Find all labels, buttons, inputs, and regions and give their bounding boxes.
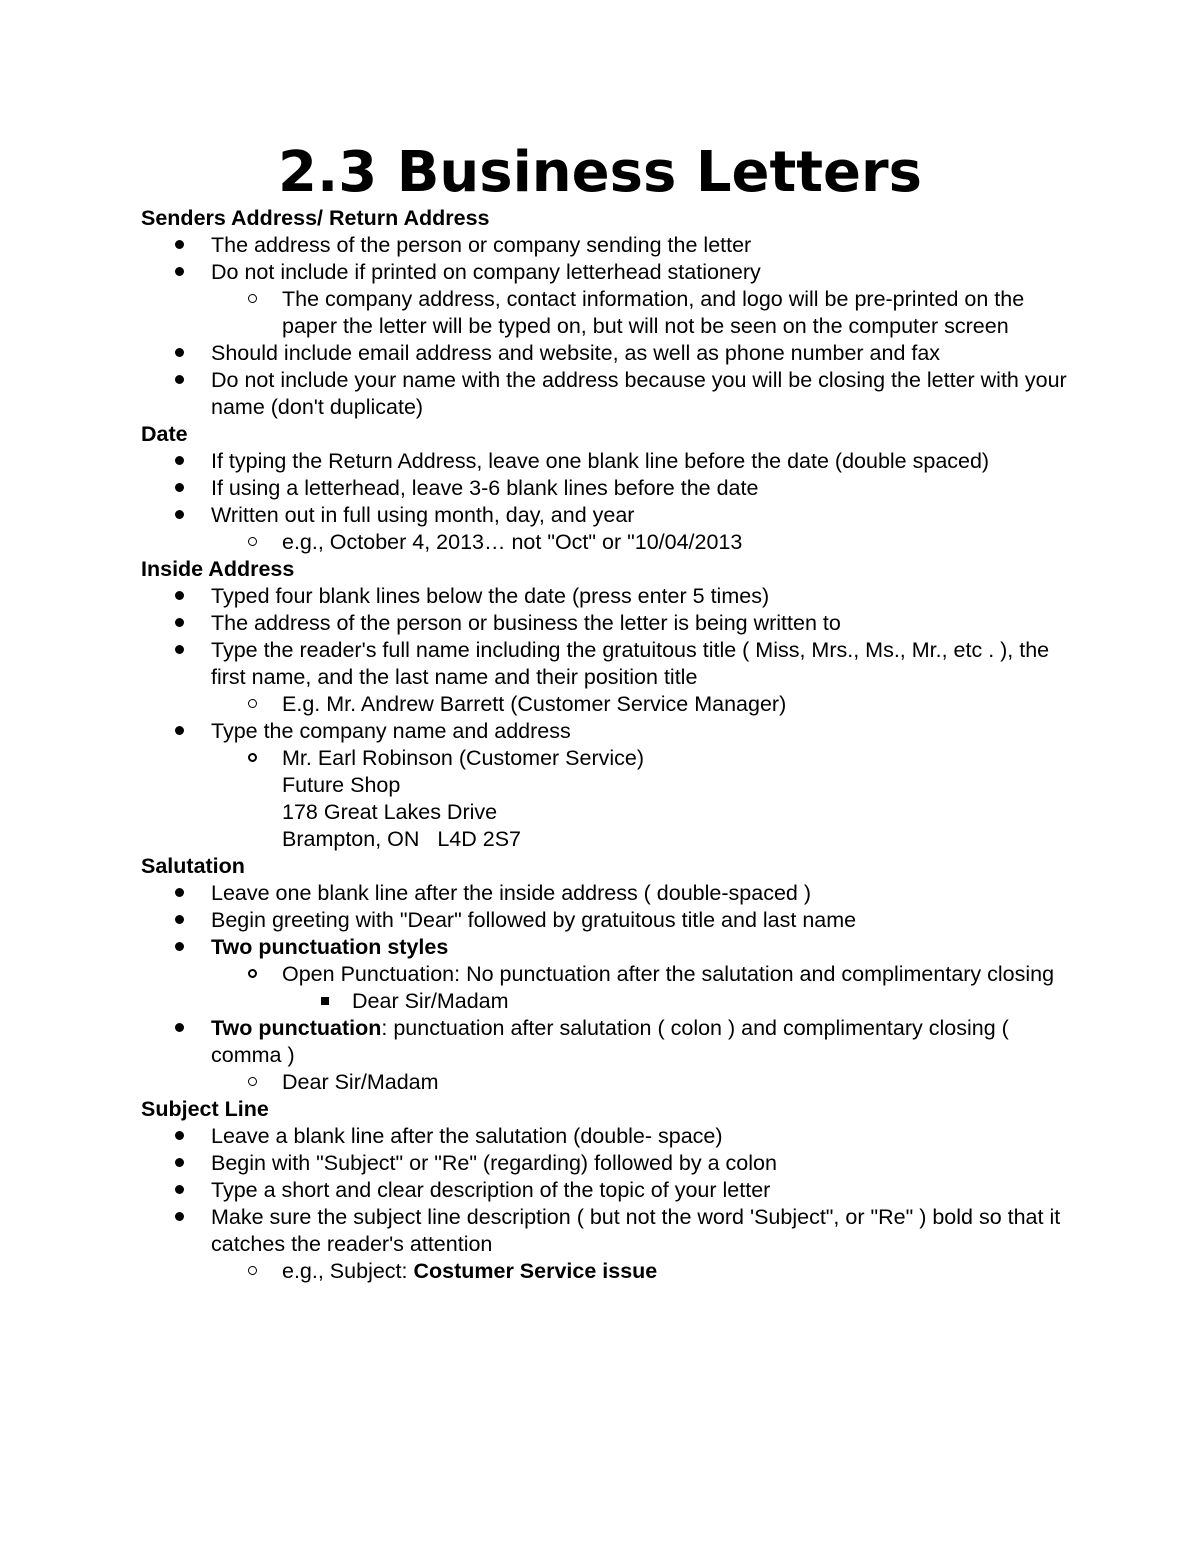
bullet-icon [175,232,184,259]
address-example [141,745,1071,853]
list-item: Should include email address and website, as well as phone number and fax [141,340,1071,367]
circle-bullet-icon [248,745,257,772]
bullet-icon [175,1204,184,1231]
list-item: e.g., October 4, 2013… not "Oct" or "10/04/2013 [141,529,1071,556]
bullet-icon [175,259,184,286]
circle-bullet-icon [248,529,257,556]
square-bullet-icon [321,988,329,1015]
list-item: Type the company name and address [141,718,1071,745]
circle-bullet-icon [248,286,257,313]
bullet-icon [175,907,184,934]
bullet-icon [175,340,184,367]
list-item: Type the reader's full name including the gratuitous title ( Miss, Mrs., Ms., Mr., etc . ), the first name, and the last name and their position title [141,637,1071,691]
section-heading-salutation: Salutation [141,854,245,878]
bullet-icon [175,880,184,907]
section-heading-date: Date [141,422,188,446]
bullet-icon [175,583,184,610]
bullet-icon [175,1150,184,1177]
list-item: Written out in full using month, day, and year [141,502,1071,529]
page-title: 2.3 Business Letters [278,140,922,205]
list-item: Leave a blank line after the salutation (double- space) [141,1123,1071,1150]
bullet-icon [175,637,184,664]
list-item: Open Punctuation: No punctuation after the salutation and complimentary closing [141,961,1071,988]
salutation-list [141,880,1071,1096]
bullet-icon [175,610,184,637]
bullet-icon [175,448,184,475]
list-item: Type a short and clear description of the topic of your letter [141,1177,1071,1204]
date-list [141,448,1071,556]
list-item: Begin with "Subject" or "Re" (regarding) followed by a colon [141,1150,1071,1177]
circle-bullet-icon [248,1258,257,1285]
bullet-icon [175,367,184,394]
subject-line-list [141,1123,1071,1285]
section-heading-senders-address: Senders Address/ Return Address [141,206,490,230]
list-item: Dear Sir/Madam [141,988,1071,1015]
section-heading-subject-line: Subject Line [141,1097,269,1121]
list-item: Do not include if printed on company letterhead stationery [141,259,1071,286]
list-item: Dear Sir/Madam [141,1069,1071,1096]
list-item: The address of the person or company sending the letter [141,232,1071,259]
senders-address-list [141,232,1071,421]
bullet-icon [175,934,184,961]
list-item: e.g., Subject: Costumer Service issue [141,1258,1071,1285]
list-item: Make sure the subject line description ( but not the word 'Subject", or "Re" ) bold so that it catches the reader's attention [141,1204,1071,1258]
circle-bullet-icon [248,1069,257,1096]
address-line-city: Brampton, ON L4D 2S7 [282,827,521,851]
address-line-name: Mr. Earl Robinson (Customer Service) [282,746,645,770]
list-item: Two punctuation: punctuation after salutation ( colon ) and complimentary closing ( comma ) [141,1015,1071,1069]
document-body [141,205,1071,1285]
inside-address-list [141,583,1071,853]
circle-bullet-icon [248,691,257,718]
address-line-company: Future Shop [282,773,401,797]
bullet-icon [175,718,184,745]
list-item: The company address, contact information, and logo will be pre-printed on the paper the letter will be typed on, but will not be seen on the computer screen [141,286,1071,340]
list-item: Begin greeting with "Dear" followed by gratuitous title and last name [141,907,1071,934]
bullet-icon [175,1123,184,1150]
list-item: Typed four blank lines below the date (press enter 5 times) [141,583,1071,610]
address-line-street: 178 Great Lakes Drive [282,800,498,824]
list-item: The address of the person or business the letter is being written to [141,610,1071,637]
list-item: E.g. Mr. Andrew Barrett (Customer Service Manager) [141,691,1071,718]
list-item: If typing the Return Address, leave one blank line before the date (double spaced) [141,448,1071,475]
list-item: Do not include your name with the address because you will be closing the letter with your name (don't duplicate) [141,367,1071,421]
bullet-icon [175,1177,184,1204]
circle-bullet-icon [248,961,257,988]
list-item: Two punctuation styles [141,934,1071,961]
bullet-icon [175,475,184,502]
section-heading-inside-address: Inside Address [141,557,295,581]
list-item: Leave one blank line after the inside address ( double-spaced ) [141,880,1071,907]
list-item: If using a letterhead, leave 3-6 blank lines before the date [141,475,1071,502]
bullet-icon [175,502,184,529]
bullet-icon [175,1015,184,1042]
